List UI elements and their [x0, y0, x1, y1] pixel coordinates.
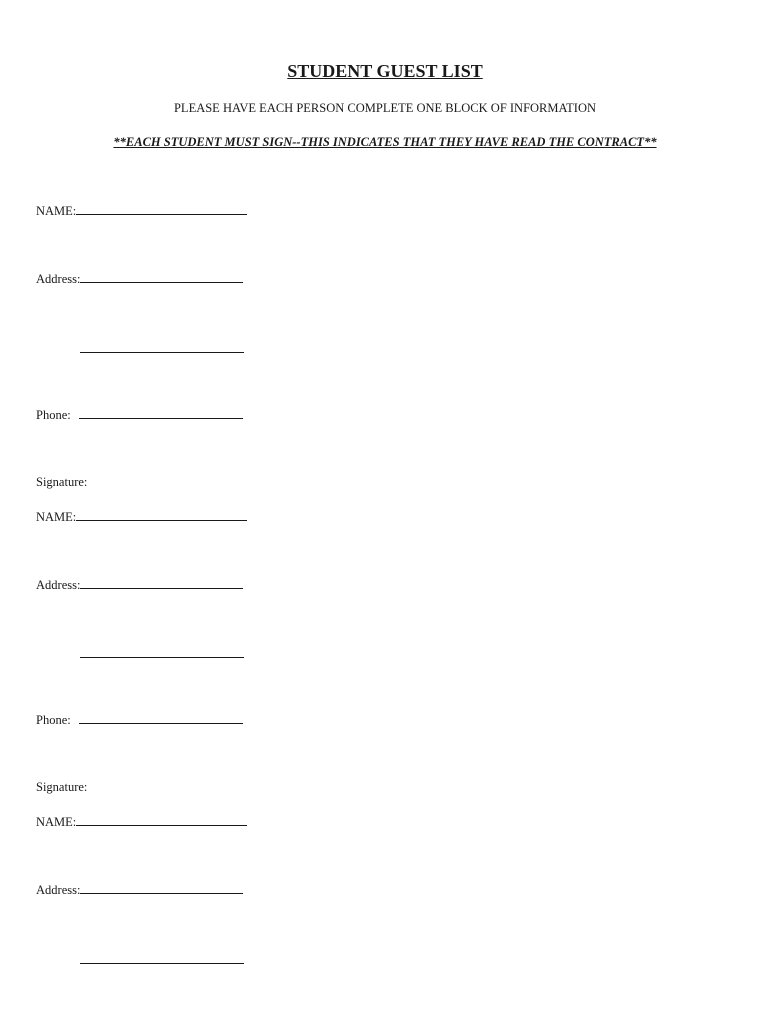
- address-label: Address:: [36, 272, 81, 286]
- name-field[interactable]: [36, 508, 247, 525]
- phone-field[interactable]: [36, 711, 243, 728]
- name-blank-line[interactable]: [76, 508, 247, 521]
- address-blank-line[interactable]: [80, 881, 243, 894]
- name-blank-line[interactable]: [76, 813, 247, 826]
- phone-blank-line[interactable]: [79, 711, 243, 724]
- address-continuation-line[interactable]: [80, 963, 244, 964]
- signature-field[interactable]: [36, 779, 87, 795]
- signature-label: Signature:: [36, 475, 88, 489]
- phone-blank-line[interactable]: [79, 406, 243, 419]
- name-label: NAME:: [36, 510, 77, 524]
- address-field[interactable]: [36, 576, 243, 593]
- signature-field[interactable]: [36, 474, 87, 490]
- name-field[interactable]: [36, 202, 247, 219]
- instruction-text: PLEASE HAVE EACH PERSON COMPLETE ONE BLOCK OF INFORMATION: [173, 101, 597, 115]
- phone-label: Phone:: [36, 408, 71, 422]
- phone-label: Phone:: [36, 713, 71, 727]
- signature-label: Signature:: [36, 780, 88, 794]
- name-field[interactable]: [36, 813, 247, 830]
- name-label: NAME:: [36, 204, 77, 218]
- address-continuation-line[interactable]: [80, 352, 244, 353]
- address-continuation-line[interactable]: [80, 657, 244, 658]
- address-field[interactable]: [36, 881, 243, 898]
- address-blank-line[interactable]: [80, 270, 243, 283]
- address-label: Address:: [36, 883, 81, 897]
- name-blank-line[interactable]: [76, 202, 247, 215]
- contract-warning: **EACH STUDENT MUST SIGN--THIS INDICATES THAT THEY HAVE READ THE CONTRACT**: [113, 135, 657, 149]
- name-label: NAME:: [36, 815, 77, 829]
- address-label: Address:: [36, 578, 81, 592]
- address-field[interactable]: [36, 270, 243, 287]
- document-title: STUDENT GUEST LIST: [287, 61, 483, 81]
- phone-field[interactable]: [36, 406, 243, 423]
- address-blank-line[interactable]: [80, 576, 243, 589]
